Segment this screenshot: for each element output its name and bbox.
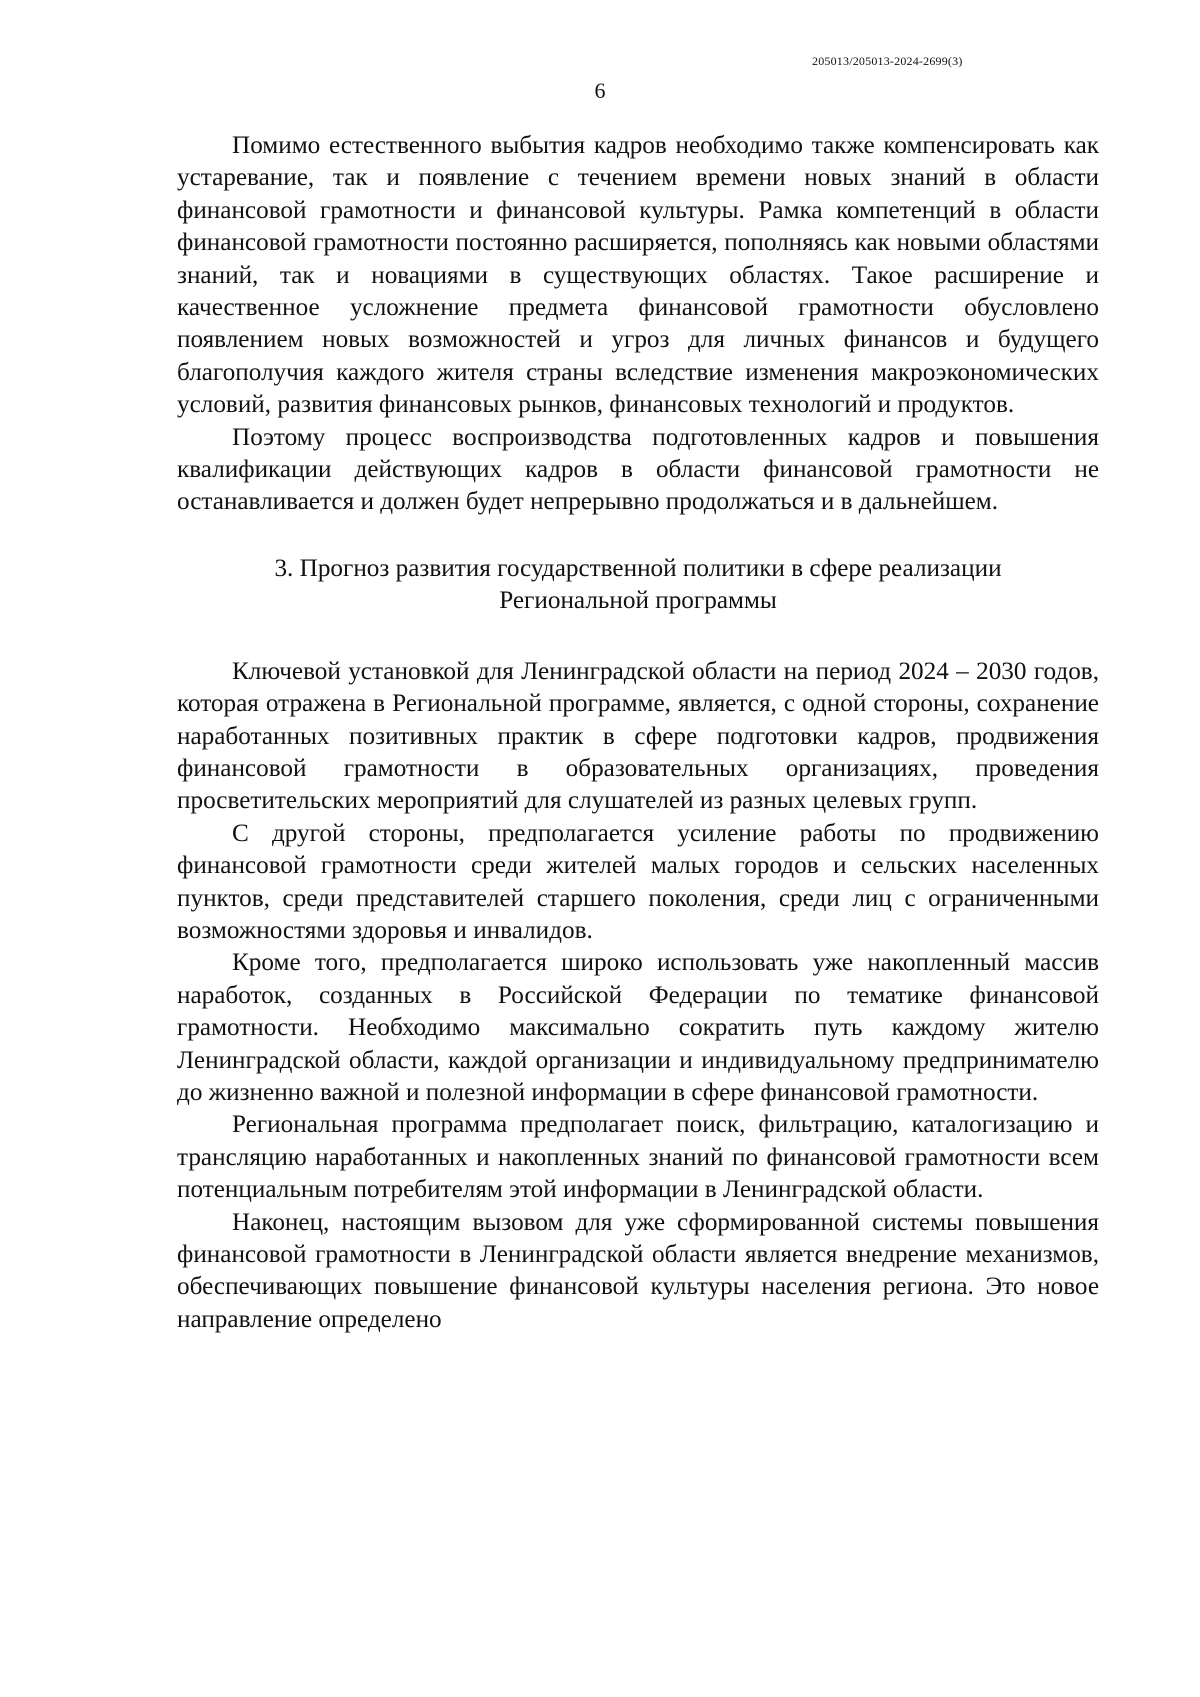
paragraph: Кроме того, предполагается широко использовать уже накопленный массив наработок, созданных в Российской Федерации по тематике финансовой грамотности. Необходимо максимально сократить путь каждому жителю Ленинградской области, каждой организации и индивидуальному предпринимателю до жизненно важной и полезной информации в сфере финансовой грамотности.	[177, 949, 1099, 1106]
page-number: 6	[594, 78, 606, 103]
section-heading	[177, 553, 1099, 618]
paragraph: Региональная программа предполагает поиск, фильтрацию, каталогизацию и трансляцию наработанных и накопленных знаний по финансовой грамотности всем потенциальным потребителям этой информации в Ленинградской области.	[177, 1111, 1099, 1204]
paragraph: Ключевой установкой для Ленинградской области на период 2024 – 2030 годов, которая отражена в Региональной программе, является, с одной стороны, сохранение наработанных позитивных практик в сфере подготовки кадров, продвижения финансовой грамотности в образовательных организациях, проведения просветительских мероприятий для слушателей из разных целевых групп.	[177, 657, 1099, 815]
paragraph: Наконец, настоящим вызовом для уже сформированной системы повышения финансовой грамотности в Ленинградской области является внедрение механизмов, обеспечивающих повышение финансовой культуры населения региона. Это новое направление определено	[177, 1208, 1099, 1333]
paragraph: С другой стороны, предполагается усиление работы по продвижению финансовой грамотности среди жителей малых городов и сельских населенных пунктов, среди представителей старшего поколения, среди лиц с ограниченными возможностями здоровья и инвалидов.	[177, 819, 1099, 944]
paragraph: Помимо естественного выбытия кадров необходимо также компенсировать как устаревание, так и появление с течением времени новых знаний в области финансовой грамотности и финансовой культуры. Рамка компетенций в области финансовой грамотности постоянно расширяется, пополняясь как новыми областями знаний, так и новациями в существующих областях. Такое расширение и качественное усложнение предмета финансовой грамотности обусловлено появлением новых возможностей и угроз для личных финансов и будущего благополучия каждого жителя страны вследствие изменения макроэкономических условий, развития финансовых рынков, финансовых технологий и продуктов.	[177, 132, 1099, 419]
section-title-line: 3. Прогноз развития государственной политики в сфере реализации	[274, 554, 1002, 582]
section-title-line: Региональной программы	[499, 587, 777, 615]
paragraph: Поэтому процесс воспроизводства подготовленных кадров и повышения квалификации действующих кадров в области финансовой грамотности не останавливается и должен будет непрерывно продолжаться и в дальнейшем.	[177, 423, 1099, 516]
document-body	[177, 130, 1099, 1336]
document-code: 205013/205013-2024-2699(3)	[812, 54, 963, 68]
